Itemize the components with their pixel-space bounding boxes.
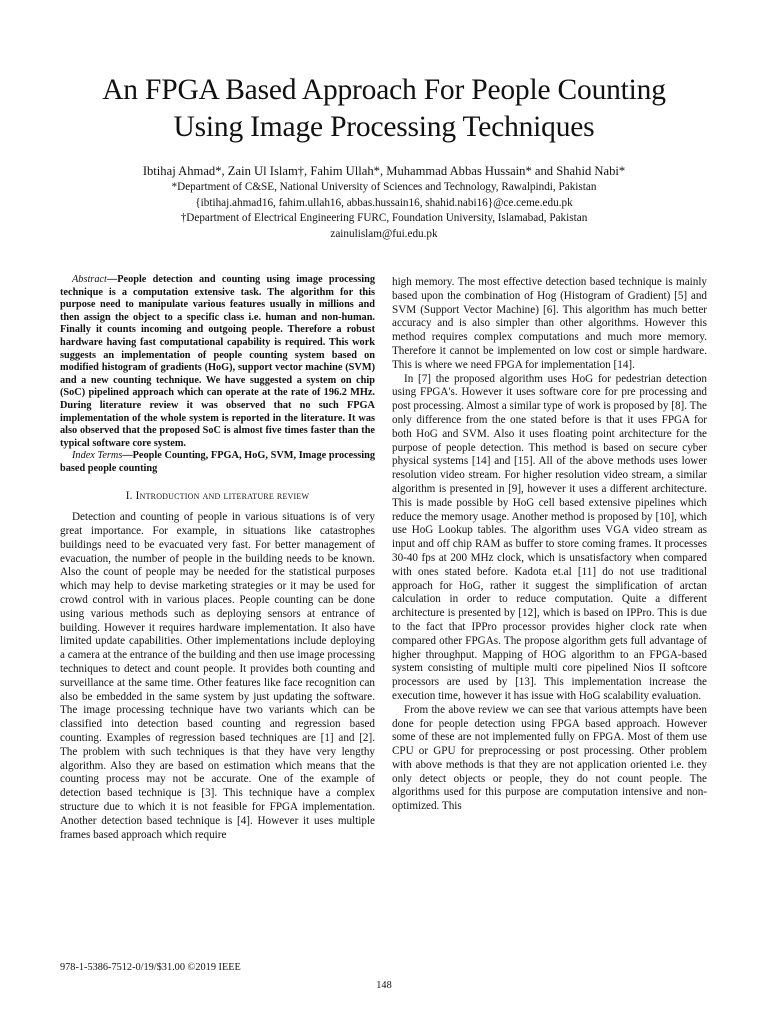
body-paragraph: high memory. The most effective detection based technique is mainly based upon the combination of Hog (Histogram of Gradient) [5] and SVM (Support Vector Machine) [6]. This algorithm has much better accuracy and is also simpler than other algorithms. However this method requires complex computations and much more memory. Therefore it cannot be implemented on low cost or simple hardware. This is where we need FPGA for implementation [14].: [392, 276, 707, 371]
copyright-notice: 978-1-5386-7512-0/19/$31.00 ©2019 IEEE: [60, 962, 241, 973]
abstract-label: Abstract: [72, 274, 107, 285]
affiliation-1: *Department of C&SE, National University of Sciences and Technology, Rawalpindi, Pakistan: [171, 181, 597, 193]
emails-1: {ibtihaj.ahmad16, fahim.ullah16, abbas.hussain16, shahid.nabi16}@ce.ceme.edu.pk: [195, 196, 573, 209]
emails-2: zainulislam@fui.edu.pk: [330, 227, 438, 240]
index-terms-text: —People Counting, FPGA, HoG, SVM, Image processing based people counting: [60, 450, 375, 474]
abstract-text: —People detection and counting using image processing technique is a computation extensive task. The algorithm for this purpose need to manipulate various features usually in millions and then assign the object to a specific class i.e. human and non-human. Finally it counts incoming and outgoing people. Therefore a robust hardware having fast computational capability is required. This work suggests an implementation of people counting system based on modified histogram of gradients (HoG), support vector machine (SVM) and a new counting technique. We have suggested a system on chip (SoC) pipelined approach which can operate at the rate of 196.2 MHz. During literature review it was observed that no such FPGA implementation of the whole system is reported in the literature. It was also observed that the proposed SoC is almost five times faster than the typical software core system.: [60, 274, 375, 449]
section-heading: I. Introduction and literature review: [125, 489, 310, 502]
body-paragraph: Detection and counting of people in various situations is of very great importance. For example, in situations like catastrophes buildings need to be evacuated very fast. For better management of evacuation, the number of people in the building needs to be known. Also the count of people may be needed for the statistical purposes which may help to devise marketing strategies or it may be used for crowd control with in various places. People counting can be done using various methods such as deploying sensors at entrance of building. However it requires hardware implementation. It also have limited update capabilities. Other implementations include deploying a camera at the entrance of the building and then use image processing techniques to detect and count people. It provides both counting and surveillance at the same time. Other features like face recognition can also be embedded in the same system by just updating the software. The image processing technique have two variants which can be classified into detection based counting and regression based counting. Examples of regression based techniques are [1] and [2]. The problem with such techniques is that they have very lengthy algorithm. Also they are based on estimation which means that the counting process may not be accurate. One of the example of detection based technique is [3]. This technique have a complex structure due to which it is not feasible for FPGA implementation. Another detection based technique is [4]. However it uses multiple frames based approach which require: [60, 511, 375, 841]
index-terms-label: Index Terms: [72, 450, 123, 462]
author-list: Ibtihaj Ahmad*, Zain Ul Islam†, Fahim Ullah*, Muhammad Abbas Hussain* and Shahid Nabi*: [142, 164, 626, 178]
title-line-2: Using Image Processing Techniques: [173, 111, 595, 143]
page-number: 148: [376, 980, 392, 991]
author-block: [40, 163, 728, 242]
index-terms: [60, 450, 375, 475]
body-paragraph: From the above review we can see that various attempts have been done for people detection using FPGA based approach. However some of these are not implemented fully on FPGA. Most of them use CPU or GPU for preprocessing or post processing. Other problem with above methods is that they are not application oriented i.e. they only detect objects or people, they do not count people. The algorithms used for this purpose are computation intensive and non-optimized. This: [392, 703, 707, 813]
abstract: [60, 274, 375, 450]
body-paragraph: In [7] the proposed algorithm uses HoG for pedestrian detection using FPGA's. However it uses software core for pre processing and post processing. Almost a similar type of work is proposed by [8]. The only difference from the one stated before is that it uses FPGA for both HoG and SVM. Also it uses floating point architecture for the purpose of people detection. This method is based on secure cyber physical systems [14] and [15]. All of the above methods uses lower resolution video stream. For higher resolution video stream, a similar algorithm is presented in [9], however it uses a different architecture. This is made possible by HoG cell based extensive pipelines which reduce the memory usage. Another method is proposed by [10], which use HoG Lookup tables. The algorithm uses VGA video stream as input and off chip RAM as buffer to store coming frames. It processes 30-40 fps at 200 MHz clock, which is unsatisfactory when compared with ones stated before. Kadota et.al [11] do not use traditional approach for HoG, rather it suggest the simplification of arctan calculation in order to reduce computation. Quite a different architecture is presented by [12], which is based on IPPro. This is due to the fact that IPPro processor provides higher clock rate when compared other FPGAs. The propose algorithm gets full advantage of higher throughput. Mapping of HOG algorithm to an FPGA-based system consisting of multiple multi core pipelined Nios II softcore processors are used by [13]. This implementation increase the execution time, however it has issue with HoG scalability evaluation.: [392, 372, 707, 702]
title-line-1: An FPGA Based Approach For People Counting: [102, 74, 666, 106]
left-column: [60, 274, 375, 842]
paper-title: [40, 72, 728, 146]
affiliation-2: †Department of Electrical Engineering FURC, Foundation University, Islamabad, Pakistan: [180, 212, 588, 225]
right-column: [392, 276, 707, 814]
